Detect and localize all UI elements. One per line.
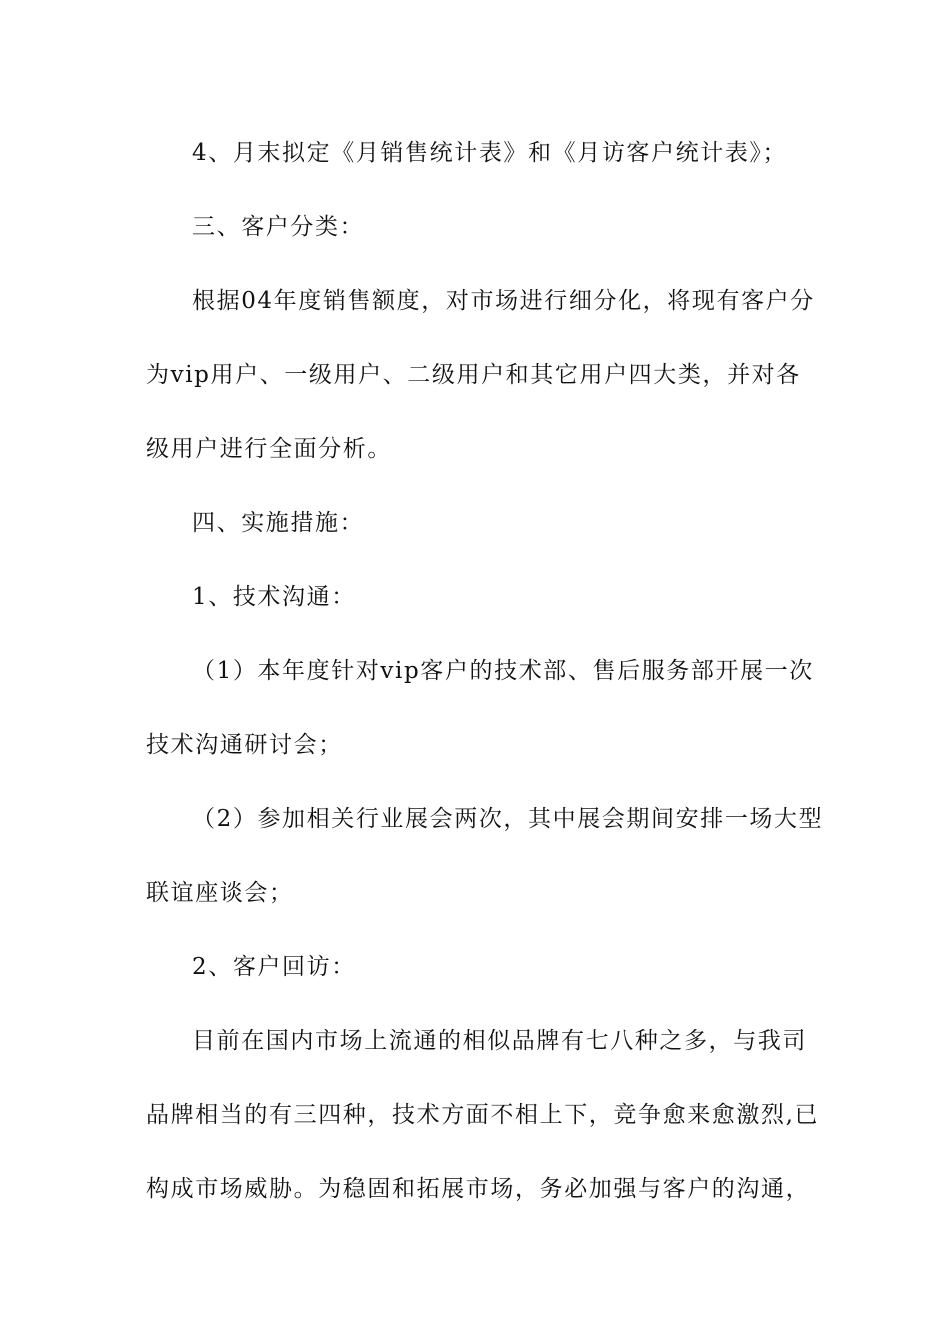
subheading-tech-communication: 1、技术沟通： [192, 584, 356, 610]
paragraph-line: 技术沟通研讨会； [146, 732, 343, 758]
paragraph-line: 根据04年度销售额度，对市场进行细分化，将现有客户分 [192, 288, 815, 314]
section-heading-implementation: 四、实施措施： [192, 510, 365, 536]
paragraph-line: （2）参加相关行业展会两次，其中展会期间安排一场大型 [192, 806, 824, 832]
paragraph-line: 联谊座谈会； [146, 880, 294, 906]
paragraph-line: 级用户进行全面分析。 [146, 436, 392, 462]
section-heading-customer-classification: 三、客户分类： [192, 214, 365, 240]
paragraph-line: 为vip用户、一级用户、二级用户和其它用户四大类，并对各 [146, 362, 801, 388]
paragraph-line: （1）本年度针对vip客户的技术部、售后服务部开展一次 [192, 658, 814, 684]
list-item-monthly-reports: 4、月末拟定《月销售统计表》和《月访客户统计表》； [192, 140, 788, 166]
subheading-customer-visit: 2、客户回访： [192, 954, 356, 980]
paragraph-line: 构成市场威胁。为稳固和拓展市场，务必加强与客户的沟通， [146, 1176, 811, 1202]
paragraph-line: 品牌相当的有三四种，技术方面不相上下，竞争愈来愈激烈,已 [146, 1102, 820, 1128]
paragraph-line: 目前在国内市场上流通的相似品牌有七八种之多，与我司 [192, 1028, 807, 1054]
